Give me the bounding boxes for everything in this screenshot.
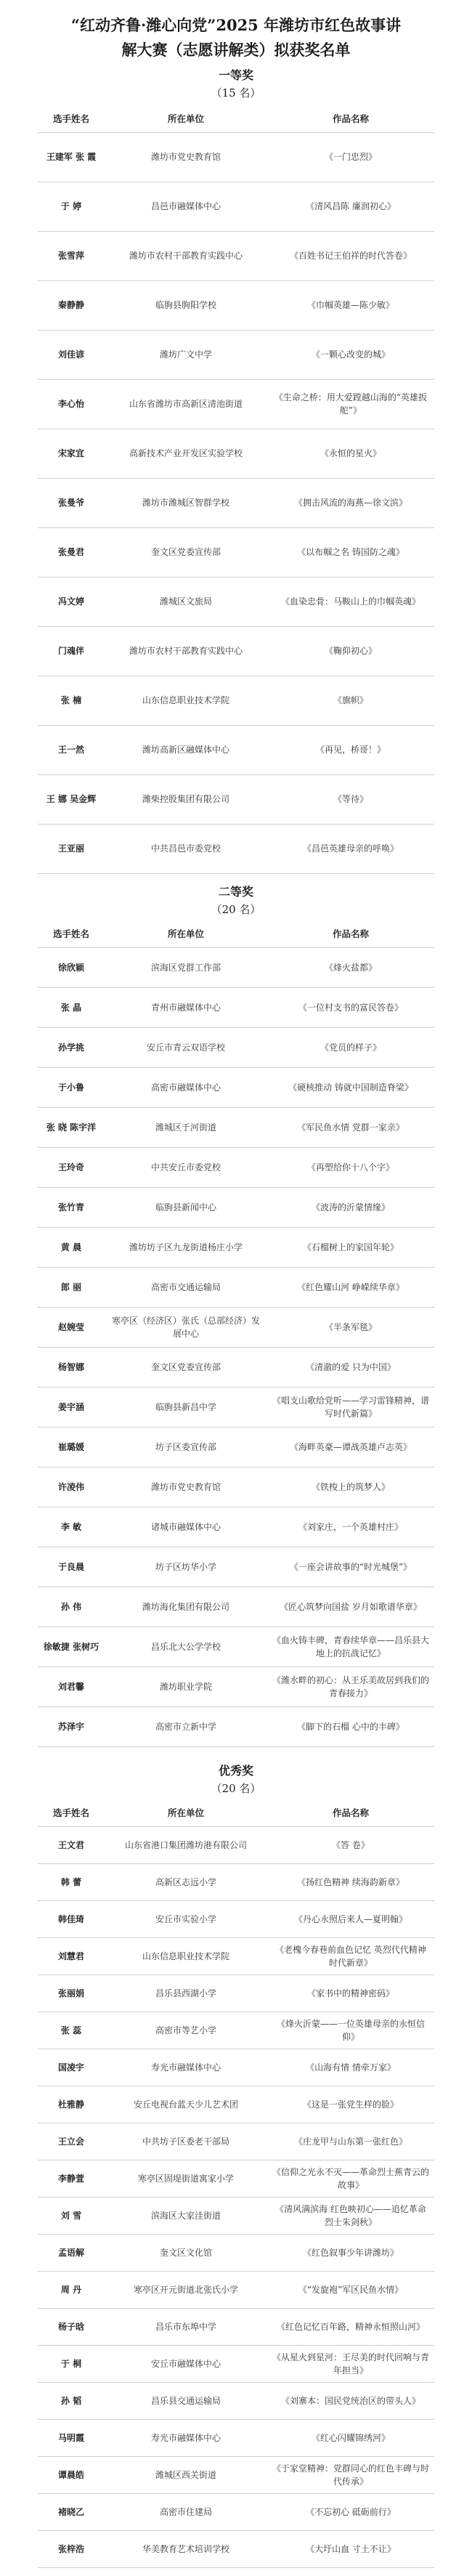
table-header-row xyxy=(38,106,434,132)
unit-cell: 寿光市融媒体中心 xyxy=(105,2419,267,2456)
name-cell: 谭晨皓 xyxy=(38,2456,105,2493)
work-cell: 《半条军毯》 xyxy=(267,1307,434,1347)
table-row xyxy=(38,1666,434,1706)
table-row xyxy=(38,1147,434,1187)
table-row xyxy=(38,2160,434,2197)
name-cell: 王玲奇 xyxy=(38,1147,105,1187)
work-cell: 《红心闪耀锦绣河》 xyxy=(267,2419,434,2456)
title-line-1: “红动齐鲁·潍心向党”2025 年潍坊市红色故事讲 xyxy=(70,16,402,34)
unit-cell: 昌乐市东埠中学 xyxy=(105,2308,267,2345)
unit-cell: 昌邑市融媒体中心 xyxy=(105,182,267,231)
unit-cell: 寒亭区（经济区）张氏（总部经济）发展中心 xyxy=(105,1307,267,1347)
table-row xyxy=(38,577,434,626)
work-cell: 《庄龙甲与山东第一张红色》 xyxy=(267,2123,434,2160)
name-cell: 于 婷 xyxy=(38,182,105,231)
table-row xyxy=(38,2382,434,2419)
unit-cell: 高密市融媒体中心 xyxy=(105,1067,267,1107)
unit-cell: 山东信息职业技术学院 xyxy=(105,1937,267,1974)
work-cell: 《红色耀山河 峥嵘续华章》 xyxy=(267,1267,434,1307)
table-row xyxy=(38,2197,434,2234)
name-cell: 周 丹 xyxy=(38,2271,105,2308)
work-cell: 《永恒的星火》 xyxy=(267,429,434,478)
work-cell: 《一座会讲故事的“时光城堡”》 xyxy=(267,1547,434,1587)
table-row xyxy=(38,182,434,231)
column-header-work: 作品名称 xyxy=(267,1800,434,1826)
unit-cell: 潍城区于河街道 xyxy=(105,1107,267,1147)
work-cell: 《清澈的爱 只为中国》 xyxy=(267,1347,434,1387)
unit-cell: 高密市交通运输局 xyxy=(105,1267,267,1307)
table-row xyxy=(38,1900,434,1937)
work-cell: 《家书中的精神密码》 xyxy=(267,1974,434,2012)
unit-cell: 潍坊市党史教育馆 xyxy=(105,132,267,182)
work-cell: 《昌邑英雄母亲的呼唤》 xyxy=(267,824,434,873)
unit-cell: 潍坊海化集团有限公司 xyxy=(105,1587,267,1627)
work-cell: 《等待》 xyxy=(267,774,434,824)
name-cell: 于 桐 xyxy=(38,2345,105,2382)
second-prize-table xyxy=(38,921,434,1747)
unit-cell: 昌乐县交通运输局 xyxy=(105,2382,267,2419)
work-cell: 《红色叙事少年讲潍坊》 xyxy=(267,2234,434,2271)
work-cell: 《山海有情 情牵万家》 xyxy=(267,2049,434,2086)
section-count: （15 名） xyxy=(211,86,261,100)
table-row xyxy=(38,2123,434,2160)
unit-cell: 寒亭区开元街道北张氏小学 xyxy=(105,2271,267,2308)
unit-cell: 临朐县新昌中学 xyxy=(105,1387,267,1427)
name-cell: 刘君馨 xyxy=(38,1666,105,1706)
work-cell: 《一位村支书的富民答卷》 xyxy=(267,987,434,1027)
unit-cell: 中共坊子区委老干部局 xyxy=(105,2123,267,2160)
name-cell: 门魂伴 xyxy=(38,626,105,676)
name-cell: 王建军 张 霞 xyxy=(38,132,105,182)
work-cell: 《“发旋袍”军区民鱼水情》 xyxy=(267,2271,434,2308)
unit-cell: 青州市融媒体中心 xyxy=(105,987,267,1027)
unit-cell: 高新技术产业开发区实验学校 xyxy=(105,429,267,478)
work-cell: 《拥击风流的海燕—徐文滨》 xyxy=(267,478,434,527)
name-cell: 杨子晗 xyxy=(38,2308,105,2345)
unit-cell: 临朐县朐阳学校 xyxy=(105,280,267,330)
table-row xyxy=(38,2456,434,2493)
unit-cell: 诸城市融媒体中心 xyxy=(105,1507,267,1547)
table-row xyxy=(38,330,434,379)
unit-cell: 潍坊市农村干部教育实践中心 xyxy=(105,626,267,676)
table-header-row xyxy=(38,921,434,947)
work-cell: 《刘家庄，一个英雄村庄》 xyxy=(267,1507,434,1547)
name-cell: 徐欣颖 xyxy=(38,947,105,987)
name-cell: 姜宇涵 xyxy=(38,1387,105,1427)
work-cell: 《军民鱼水情 党群一家亲》 xyxy=(267,1107,434,1147)
name-cell: 王 娜 吴金辉 xyxy=(38,774,105,824)
unit-cell: 高密市立新中学 xyxy=(105,1706,267,1746)
work-cell: 《旗帜》 xyxy=(267,676,434,725)
work-cell: 《红色记忆百年路，精神永恒照山河》 xyxy=(267,2308,434,2345)
name-cell: 张丽娟 xyxy=(38,1974,105,2012)
column-header-name: 选手姓名 xyxy=(38,921,105,947)
table-row xyxy=(38,1467,434,1507)
work-cell: 《一门忠烈》 xyxy=(267,132,434,182)
unit-cell: 高密市住建局 xyxy=(105,2493,267,2530)
section-title: 二等奖 xyxy=(218,885,253,899)
column-header-work: 作品名称 xyxy=(267,106,434,132)
name-cell: 王文君 xyxy=(38,1826,105,1863)
table-row xyxy=(38,2345,434,2382)
column-header-unit: 所在单位 xyxy=(105,1800,267,1826)
work-cell: 《清风昌陈 廉润初心》 xyxy=(267,182,434,231)
work-cell: 《海畔英豪—谭战英雄卢志英》 xyxy=(267,1427,434,1467)
table-row xyxy=(38,2086,434,2123)
unit-cell: 中共昌邑市委党校 xyxy=(105,824,267,873)
name-cell: 刘慧君 xyxy=(38,1937,105,1974)
name-cell: 杜雅静 xyxy=(38,2086,105,2123)
unit-cell: 华美教育艺术培训学校 xyxy=(105,2530,267,2567)
table-row xyxy=(38,478,434,527)
unit-cell: 山东省港口集团潍坊港有限公司 xyxy=(105,1826,267,1863)
name-cell: 国凌宇 xyxy=(38,2049,105,2086)
name-cell: 马明霞 xyxy=(38,2419,105,2456)
section-second-prize-heading xyxy=(0,883,472,918)
name-cell: 秦静静 xyxy=(38,280,105,330)
table-row xyxy=(38,2530,434,2567)
table-row xyxy=(38,626,434,676)
name-cell: 张梓浩 xyxy=(38,2530,105,2567)
table-row xyxy=(38,725,434,774)
name-cell: 韩 蕾 xyxy=(38,1863,105,1900)
table-row xyxy=(38,2012,434,2049)
table-row xyxy=(38,1107,434,1147)
unit-cell: 奎文区党委宣传部 xyxy=(105,1347,267,1387)
name-cell: 张曼君 xyxy=(38,527,105,577)
table-row xyxy=(38,2419,434,2456)
table-row xyxy=(38,676,434,725)
column-header-unit: 所在单位 xyxy=(105,106,267,132)
work-cell: 《铁梭上的筑梦人》 xyxy=(267,1467,434,1507)
work-cell: 《以布帼之名 铸国防之魂》 xyxy=(267,527,434,577)
work-cell: 《不忘初心 砥砺前行》 xyxy=(267,2493,434,2530)
unit-cell: 安丘市实验小学 xyxy=(105,1900,267,1937)
work-cell: 《大圩山血 寸土不让》 xyxy=(267,2530,434,2567)
unit-cell: 安丘电视台蓝天少儿艺术团 xyxy=(105,2086,267,2123)
table-row xyxy=(38,1706,434,1746)
name-cell: 张 晶 xyxy=(38,987,105,1027)
column-header-work: 作品名称 xyxy=(267,921,434,947)
name-cell: 孙 伟 xyxy=(38,1587,105,1627)
work-cell: 《波涛的沂蒙情缘》 xyxy=(267,1187,434,1227)
work-cell: 《扬红色精神 续海韵新章》 xyxy=(267,1863,434,1900)
name-cell: 张 蕊 xyxy=(38,2012,105,2049)
name-cell: 赵婉莹 xyxy=(38,1307,105,1347)
unit-cell: 坊子区坊华小学 xyxy=(105,1547,267,1587)
name-cell: 黄 晨 xyxy=(38,1227,105,1267)
table-row xyxy=(38,824,434,873)
unit-cell: 昌乐县西湖小学 xyxy=(105,1974,267,2012)
table-row xyxy=(38,1974,434,2012)
name-cell: 于良晨 xyxy=(38,1547,105,1587)
table-row xyxy=(38,1067,434,1107)
table-row xyxy=(38,231,434,280)
work-cell: 《血染忠骨：马鞍山上的巾帼英魂》 xyxy=(267,577,434,626)
name-cell: 于小鲁 xyxy=(38,1067,105,1107)
name-cell: 孙学挑 xyxy=(38,1027,105,1067)
work-cell: 《党员的样子》 xyxy=(267,1027,434,1067)
unit-cell: 滨海区党群工作部 xyxy=(105,947,267,987)
work-cell: 《巾帼英雄—陈少敏》 xyxy=(267,280,434,330)
name-cell: 许凌伟 xyxy=(38,1467,105,1507)
table-row xyxy=(38,280,434,330)
work-cell: 《答 卷》 xyxy=(267,1826,434,1863)
table-row xyxy=(38,1347,434,1387)
unit-cell: 滨海区大家洼街道 xyxy=(105,2197,267,2234)
table-row xyxy=(38,1507,434,1547)
work-cell: 《丹心永照后来人—夏明翰》 xyxy=(267,1900,434,1937)
name-cell: 张竹青 xyxy=(38,1187,105,1227)
unit-cell: 潍坊市潍城区智群学校 xyxy=(105,478,267,527)
work-cell: 《烽火盐都》 xyxy=(267,947,434,987)
unit-cell: 奎文区文化馆 xyxy=(105,2234,267,2271)
table-row xyxy=(38,1937,434,1974)
work-cell: 《唱支山歌给党听——学习雷锋精神，谱写时代新篇》 xyxy=(267,1387,434,1427)
unit-cell: 潍坊广文中学 xyxy=(105,330,267,379)
work-cell: 《匠心筑梦向国盐 岁月如歌谱华章》 xyxy=(267,1587,434,1627)
name-cell: 张 晓 陈宇洋 xyxy=(38,1107,105,1147)
work-cell: 《百姓书记王伯祥的时代答卷》 xyxy=(267,231,434,280)
table-row xyxy=(38,2308,434,2345)
work-cell: 《清风满滨海 红色映初心——追忆革命烈士朱剑秋》 xyxy=(267,2197,434,2234)
table-row xyxy=(38,2271,434,2308)
name-cell: 王一然 xyxy=(38,725,105,774)
section-count: （20 名） xyxy=(211,903,261,916)
name-cell: 宋家宜 xyxy=(38,429,105,478)
work-cell: 《潍水畔的初心：从王乐美故居到我们的青春接力》 xyxy=(267,1666,434,1706)
table-row xyxy=(38,1027,434,1067)
first-prize-table xyxy=(38,106,434,874)
table-row xyxy=(38,1307,434,1347)
unit-cell: 潍坊市农村干部教育实践中心 xyxy=(105,231,267,280)
name-cell: 刘 雪 xyxy=(38,2197,105,2234)
name-cell: 王亚丽 xyxy=(38,824,105,873)
work-cell: 《于家堂精神：党群同心的红色丰碑与时代传承》 xyxy=(267,2456,434,2493)
work-cell: 《烽火沂蒙——一位英雄母亲的永恒信仰》 xyxy=(267,2012,434,2049)
unit-cell: 潍柴控股集团有限公司 xyxy=(105,774,267,824)
work-cell: 《这是一张党生样的脸》 xyxy=(267,2086,434,2123)
section-count: （20 名） xyxy=(211,1782,261,1795)
document-title xyxy=(0,13,472,62)
unit-cell: 临朐县新闻中心 xyxy=(105,1187,267,1227)
name-cell: 韩佳琦 xyxy=(38,1900,105,1937)
table-row xyxy=(38,1267,434,1307)
unit-cell: 安丘市青云双语学校 xyxy=(105,1027,267,1067)
name-cell: 徐敏捷 张树巧 xyxy=(38,1627,105,1666)
work-cell: 《再见，桥哥！》 xyxy=(267,725,434,774)
table-row xyxy=(38,527,434,577)
work-cell: 《一颗心改变的城》 xyxy=(267,330,434,379)
table-row xyxy=(38,987,434,1027)
unit-cell: 山东信息职业技术学院 xyxy=(105,676,267,725)
work-cell: 《鞠仰初心》 xyxy=(267,626,434,676)
unit-cell: 潍坊市党史教育馆 xyxy=(105,1467,267,1507)
table-row xyxy=(38,429,434,478)
work-cell: 《生命之桥：用大爱蹚越山海的“英雄扳舵”》 xyxy=(267,379,434,429)
table-row xyxy=(38,2493,434,2530)
section-title: 一等奖 xyxy=(218,68,253,82)
unit-cell: 奎文区党委宣传部 xyxy=(105,527,267,577)
table-row xyxy=(38,1187,434,1227)
column-header-name: 选手姓名 xyxy=(38,106,105,132)
table-row xyxy=(38,947,434,987)
table-header-row xyxy=(38,1800,434,1826)
work-cell: 《刘寨本：国民党统治区的带头人》 xyxy=(267,2382,434,2419)
name-cell: 刘佳谚 xyxy=(38,330,105,379)
unit-cell: 山东省潍坊市高新区清池街道 xyxy=(105,379,267,429)
table-row xyxy=(38,774,434,824)
unit-cell: 潍坊高新区融媒体中心 xyxy=(105,725,267,774)
work-cell: 《血火铸丰碑，青春续华章——昌乐县大地上的抗战记忆》 xyxy=(267,1627,434,1666)
name-cell: 张 楠 xyxy=(38,676,105,725)
unit-cell: 寒亭区固堤街道寓家小学 xyxy=(105,2160,267,2197)
unit-cell: 中共安丘市委党校 xyxy=(105,1147,267,1187)
table-row xyxy=(38,1863,434,1900)
table-row xyxy=(38,1227,434,1267)
unit-cell: 寿光市融媒体中心 xyxy=(105,2049,267,2086)
table-row xyxy=(38,2234,434,2271)
name-cell: 张曼爷 xyxy=(38,478,105,527)
unit-cell: 高新区志远小学 xyxy=(105,1863,267,1900)
work-cell: 《信仰之光永不灭——革命烈士蕉青云的故事》 xyxy=(267,2160,434,2197)
work-cell: 《脚下的石榴 心中的丰碑》 xyxy=(267,1706,434,1746)
section-title: 优秀奖 xyxy=(218,1764,253,1778)
column-header-unit: 所在单位 xyxy=(105,921,267,947)
table-row xyxy=(38,2049,434,2086)
work-cell: 《硬核推动 铸就中国制造脊梁》 xyxy=(267,1067,434,1107)
name-cell: 崔璐媛 xyxy=(38,1427,105,1467)
unit-cell: 潍坊职业学院 xyxy=(105,1666,267,1706)
work-cell: 《从星火到星河：王尽美的时代回响与青年担当》 xyxy=(267,2345,434,2382)
name-cell: 孟语解 xyxy=(38,2234,105,2271)
name-cell: 李 敏 xyxy=(38,1507,105,1547)
table-row xyxy=(38,1547,434,1587)
unit-cell: 潍城区西关街道 xyxy=(105,2456,267,2493)
work-cell: 《石榴树上的家国年轮》 xyxy=(267,1227,434,1267)
name-cell: 苏泽宇 xyxy=(38,1706,105,1746)
name-cell: 李心怡 xyxy=(38,379,105,429)
table-row xyxy=(38,1587,434,1627)
title-line-2: 解大赛（志愿讲解类）拟获奖名单 xyxy=(121,41,351,59)
unit-cell: 潍城区文旅局 xyxy=(105,577,267,626)
table-row xyxy=(38,132,434,182)
name-cell: 褚晓乙 xyxy=(38,2493,105,2530)
name-cell: 郎 丽 xyxy=(38,1267,105,1307)
table-row xyxy=(38,1826,434,1863)
name-cell: 杨智娜 xyxy=(38,1347,105,1387)
name-cell: 冯文婷 xyxy=(38,577,105,626)
unit-cell: 昌乐北大公学学校 xyxy=(105,1627,267,1666)
table-row xyxy=(38,1387,434,1427)
section-excellence-heading xyxy=(0,1762,472,1797)
section-first-prize-heading xyxy=(0,67,472,102)
table-row xyxy=(38,1627,434,1666)
column-header-name: 选手姓名 xyxy=(38,1800,105,1826)
table-row xyxy=(38,1427,434,1467)
unit-cell: 高密市等艺小学 xyxy=(105,2012,267,2049)
unit-cell: 潍坊坊子区九龙街道杨庄小学 xyxy=(105,1227,267,1267)
name-cell: 孙 韬 xyxy=(38,2382,105,2419)
excellence-table xyxy=(38,1800,434,2568)
name-cell: 王立会 xyxy=(38,2123,105,2160)
work-cell: 《老槐今春巷前血色记忆 英烈代代精神时代新章》 xyxy=(267,1937,434,1974)
unit-cell: 坊子区委宣传部 xyxy=(105,1427,267,1467)
work-cell: 《再塑给你十八个字》 xyxy=(267,1147,434,1187)
table-row xyxy=(38,379,434,429)
name-cell: 李静萱 xyxy=(38,2160,105,2197)
name-cell: 张雪萍 xyxy=(38,231,105,280)
unit-cell: 安丘市融媒体中心 xyxy=(105,2345,267,2382)
